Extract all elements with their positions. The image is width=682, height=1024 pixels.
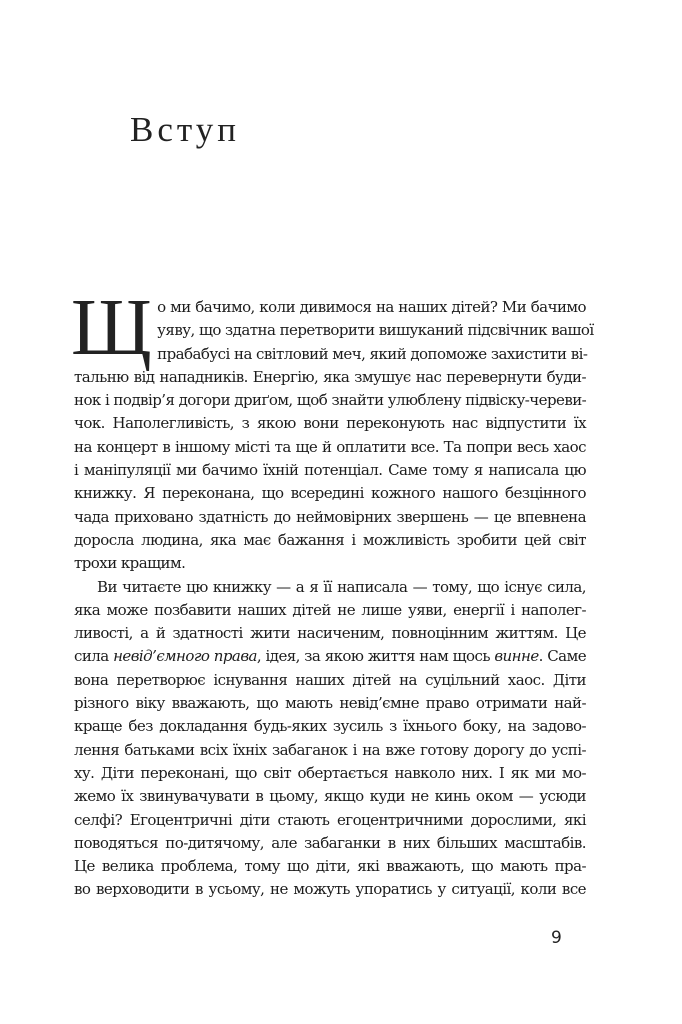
drop-cap: Щ	[71, 284, 152, 372]
page-number: 9	[551, 928, 562, 948]
text-line: чада приховано здатність до неймовірних звершень — це впевнена	[74, 507, 586, 526]
text-segment: сила	[74, 647, 114, 666]
text-line: о ми бачимо, коли дивимося на наших дітей? Ми бачимо	[157, 298, 586, 316]
text-line: чок. Наполегливість, з якою вони переконують нас відпустити їх	[74, 414, 586, 433]
text-line: книжку. Я переконана, що всередині кожного нашого безцінного	[74, 484, 586, 503]
text-line: доросла людина, яка має бажання і можливість зробити цей світ	[74, 530, 586, 549]
text-line: лення батьками всіх їхніх забаганок і на вже готову дорогу до успі-	[74, 740, 586, 759]
text-line: селфі? Егоцентричні діти стають егоцентричними дорослими, які	[74, 810, 586, 829]
text-line: трохи кращим.	[74, 554, 186, 573]
text-line: жемо їх звинувачувати в цьому, якщо куди не кинь оком — усюди	[74, 787, 586, 806]
text-segment: , ідея, за якою життя нам щось	[256, 647, 495, 666]
text-line: тальню від нападників. Енергію, яка змушує нас перевернути буди-	[74, 367, 586, 386]
text-line: поводяться по-дитячому, але забаганки в них більших масштабів.	[74, 833, 586, 852]
text-line: нок і подвір’я догори дриґом, щоб знайти улюблену підвіску-череви-	[74, 391, 587, 410]
paragraph-2	[74, 576, 586, 902]
text-line: Ви читаєте цю книжку — а я її написала — тому, що існує сила,	[97, 577, 586, 596]
text-line: ливості, а й здатності жити насиченим, повноцінним життям. Це	[74, 624, 586, 643]
chapter-title: Вступ	[130, 110, 240, 149]
text-line: на концерт в іншому місті та ще й оплатити все. Та попри весь хаос	[74, 437, 586, 456]
text-line: яка може позбавити наших дітей не лише уяви, енергії і наполег-	[74, 600, 586, 619]
text-line: уяву, що здатна перетворити вишуканий підсвічник вашої	[157, 321, 594, 340]
text-line: краще без докладання будь-яких зусиль з їхнього боку, на задово-	[74, 717, 586, 736]
text-line: вона перетворює існування наших дітей на суцільний хаос. Діти	[74, 670, 586, 689]
text-line: різного віку вважають, що мають невід’ємне право отримати най-	[74, 694, 586, 713]
text-line: прабабусі на світловий меч, який допоможе захистити ві-	[157, 344, 588, 363]
italic-term: винне	[494, 647, 539, 666]
text-line: і маніпуляції ми бачимо їхній потенціал. Саме тому я написала цю	[74, 461, 586, 480]
paragraph-1	[71, 284, 594, 576]
text-line: ху. Діти переконані, що світ обертається навколо них. І як ми мо-	[74, 763, 586, 782]
body-text	[71, 284, 594, 902]
text-line: Це велика проблема, тому що діти, які вважають, що мають пра-	[74, 857, 586, 876]
italic-term: невід’ємного права	[113, 647, 257, 666]
text-line: во верховодити в усьому, не можуть упоратись у ситуації, коли все	[74, 880, 586, 899]
text-segment: . Саме	[538, 647, 587, 666]
text-line-with-italics	[74, 645, 586, 668]
